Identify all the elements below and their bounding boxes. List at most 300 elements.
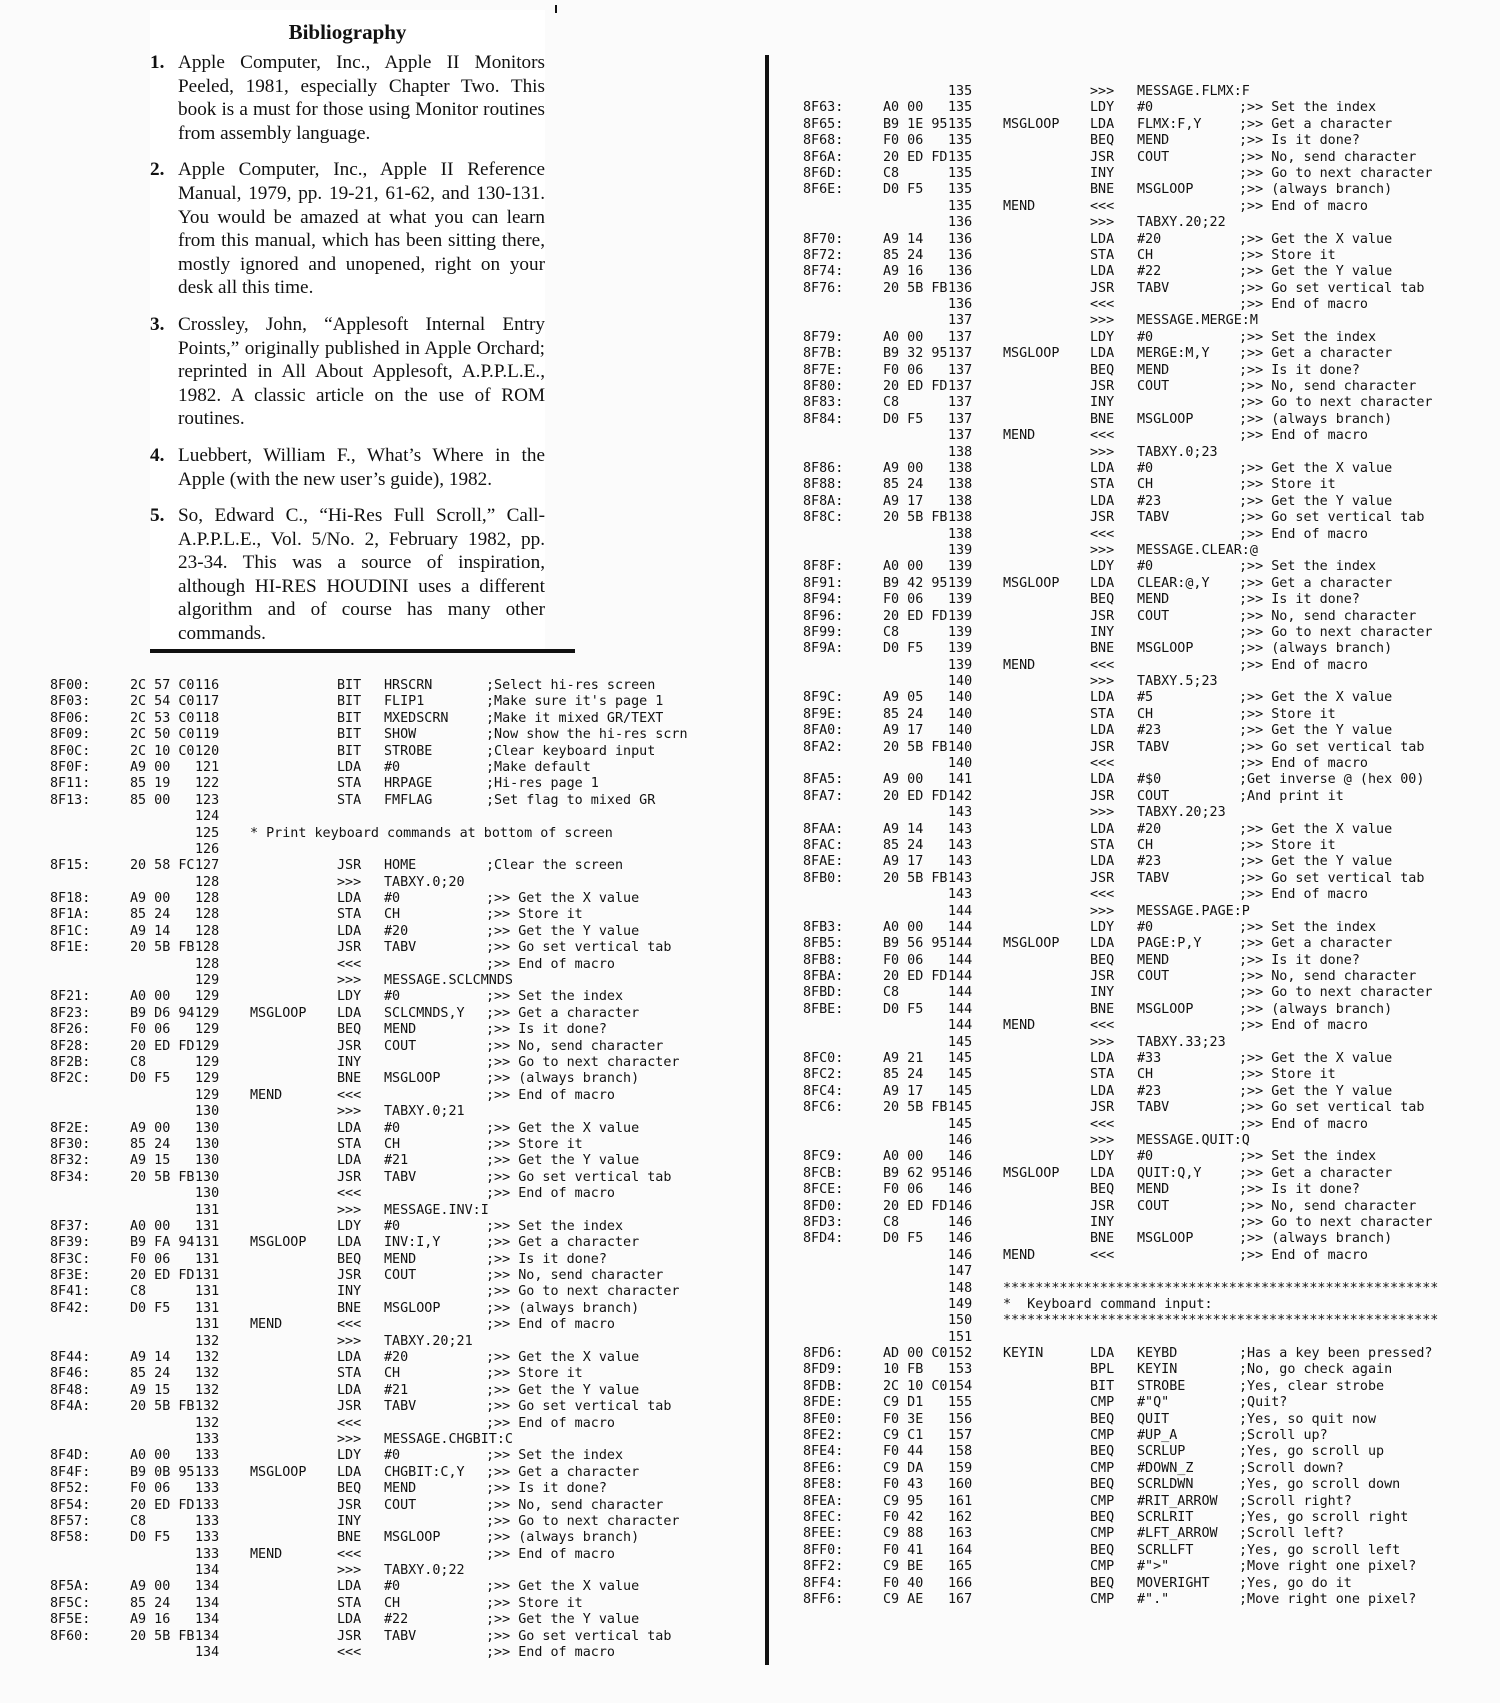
listing-line — [803, 1313, 1493, 1329]
object-bytes: F0 06 — [883, 952, 924, 968]
operand: MSGLOOP — [384, 1071, 441, 1087]
address: 8F13: — [50, 792, 91, 808]
opcode: LDY — [337, 989, 362, 1005]
object-bytes: 20 5B FB — [883, 510, 948, 526]
listing-line — [50, 1137, 750, 1153]
object-bytes: F0 06 — [130, 1251, 171, 1267]
object-bytes: A9 00 — [883, 460, 924, 476]
listing-line — [803, 756, 1493, 772]
listing-line — [50, 1498, 750, 1514]
operand: TABV — [1137, 739, 1170, 755]
line-number: 165 — [948, 1559, 973, 1575]
listing-line — [803, 199, 1493, 215]
label: MEND — [1003, 428, 1036, 444]
object-bytes: F0 06 — [130, 1481, 171, 1497]
object-bytes: 2C 10 C0 — [883, 1378, 948, 1394]
opcode: BIT — [337, 694, 362, 710]
opcode: <<< — [337, 1087, 362, 1103]
operand: TABV — [384, 940, 417, 956]
listing-line — [50, 1366, 750, 1382]
object-bytes: 20 ED FD — [130, 1268, 195, 1284]
listing-line — [50, 1039, 750, 1055]
object-bytes: 85 19 — [130, 776, 171, 792]
comment: ;>> Get the Y value — [486, 1612, 640, 1628]
comment: ;>> Get a character — [1239, 1165, 1393, 1181]
comment: ;>> End of macro — [486, 1317, 615, 1333]
line-number: 123 — [195, 792, 220, 808]
opcode: LDA — [1090, 936, 1115, 952]
opcode: BNE — [337, 1300, 362, 1316]
operand: MSGLOOP — [1137, 182, 1194, 198]
listing-line — [50, 1121, 750, 1137]
line-number: 150 — [948, 1313, 973, 1329]
operand: MSGLOOP — [384, 1300, 441, 1316]
line-number: 159 — [948, 1460, 973, 1476]
listing-line — [50, 1465, 750, 1481]
operand: COUT — [1137, 608, 1170, 624]
address: 8FDB: — [803, 1378, 844, 1394]
opcode: JSR — [337, 1038, 362, 1054]
label: MEND — [1003, 1018, 1036, 1034]
comment: ;>> No, send character — [1239, 379, 1417, 395]
line-number: 153 — [948, 1362, 973, 1378]
line-number: 129 — [195, 1005, 220, 1021]
opcode: JSR — [1090, 788, 1115, 804]
opcode: CMP — [1090, 1460, 1115, 1476]
operand: QUIT — [1137, 1411, 1170, 1427]
operand: MXEDSCRN — [384, 710, 449, 726]
comment: ;>> (always branch) — [1239, 1001, 1393, 1017]
label: MSGLOOP — [250, 1464, 307, 1480]
comment: ;>> Get the X value — [1239, 231, 1393, 247]
listing-line — [803, 871, 1493, 887]
object-bytes: C8 — [130, 1513, 147, 1529]
line-number: 133 — [195, 1431, 220, 1447]
opcode: BEQ — [337, 1022, 362, 1038]
label: MSGLOOP — [1003, 116, 1060, 132]
operand: MEND — [1137, 592, 1170, 608]
line-number: 146 — [948, 1231, 973, 1247]
address: 8F0C: — [50, 743, 91, 759]
comment: ;>> Get a character — [486, 1235, 640, 1251]
address: 8FE0: — [803, 1411, 844, 1427]
comment: ;>> Go to next character — [486, 1284, 680, 1300]
operand: SCRLLFT — [1137, 1542, 1194, 1558]
listing-line — [50, 858, 750, 874]
listing-line — [803, 723, 1493, 739]
listing-line — [803, 166, 1493, 182]
comment: ;>> Get a character — [486, 1464, 640, 1480]
object-bytes: A9 16 — [130, 1612, 171, 1628]
line-number: 134 — [195, 1645, 220, 1661]
listing-line — [803, 822, 1493, 838]
comment: ;Scroll down? — [1239, 1460, 1344, 1476]
opcode: JSR — [337, 1399, 362, 1415]
object-bytes: D0 F5 — [883, 411, 924, 427]
opcode: BIT — [337, 710, 362, 726]
entry-text: Apple Computer, Inc., Apple II Reference Manual, 1979, pp. 19-21, 61-62, and 130-131. You would be amazed at what you can learn from this manual, which has been sitting there, mostly ignored and unopened, right on your desk all this time. — [178, 159, 545, 299]
opcode: BNE — [1090, 641, 1115, 657]
opcode: JSR — [1090, 608, 1115, 624]
listing-line — [803, 1330, 1493, 1346]
object-bytes: A0 00 — [883, 329, 924, 345]
comment: ;>> End of macro — [486, 1546, 615, 1562]
opcode: LDA — [337, 923, 362, 939]
line-number: 135 — [948, 84, 973, 99]
line-number: 131 — [195, 1268, 220, 1284]
object-bytes: A9 17 — [883, 723, 924, 739]
operand: #21 — [384, 1153, 409, 1169]
object-bytes: 2C 54 C0 — [130, 694, 195, 710]
entry-number: 1. — [150, 52, 165, 73]
object-bytes: A9 00 — [130, 1120, 171, 1136]
listing-line — [50, 891, 750, 907]
operand: TABXY.5;23 — [1137, 674, 1218, 690]
listing-line — [803, 641, 1493, 657]
operand: MSGLOOP — [384, 1530, 441, 1546]
listing-line — [803, 150, 1493, 166]
address: 8FA7: — [803, 788, 844, 804]
label: MSGLOOP — [1003, 575, 1060, 591]
comment: ;>> Store it — [486, 1366, 583, 1382]
address: 8FF2: — [803, 1559, 844, 1575]
object-bytes: D0 F5 — [130, 1530, 171, 1546]
opcode: >>> — [337, 874, 362, 890]
line-number: 134 — [195, 1563, 220, 1579]
comment: ;>> End of macro — [1239, 1018, 1368, 1034]
object-bytes: 20 ED FD — [130, 1497, 195, 1513]
operand: MSGLOOP — [1137, 411, 1194, 427]
address: 8FC2: — [803, 1067, 844, 1083]
opcode: LDA — [1090, 1165, 1115, 1181]
object-bytes: A0 00 — [883, 1149, 924, 1165]
line-number: 137 — [948, 395, 973, 411]
object-bytes: 20 5B FB — [130, 940, 195, 956]
opcode: BPL — [1090, 1362, 1115, 1378]
line-number: 134 — [195, 1595, 220, 1611]
object-bytes: 85 24 — [130, 1366, 171, 1382]
object-bytes: B9 1E 95 — [883, 116, 948, 132]
object-bytes: A9 17 — [883, 854, 924, 870]
comment: ;>> Is it done? — [1239, 133, 1360, 149]
line-number: 129 — [195, 989, 220, 1005]
operand: MESSAGE.CLEAR:@ — [1137, 542, 1258, 558]
operand: CH — [1137, 706, 1154, 722]
comment: ;>> Set the index — [486, 1218, 624, 1234]
listing-line — [803, 1166, 1493, 1182]
comment: ;Scroll left? — [1239, 1526, 1344, 1542]
line-number: 133 — [195, 1481, 220, 1497]
comment: ;Make it mixed GR/TEXT — [486, 710, 664, 726]
listing-line — [803, 1297, 1493, 1313]
address: 8F30: — [50, 1136, 91, 1152]
opcode: STA — [1090, 477, 1115, 493]
object-bytes: 20 5B FB — [883, 739, 948, 755]
opcode: BEQ — [337, 1251, 362, 1267]
operand: FMFLAG — [384, 792, 433, 808]
operand: MSGLOOP — [1137, 1001, 1194, 1017]
line-number: 136 — [948, 280, 973, 296]
line-number: 130 — [195, 1153, 220, 1169]
line-number: 116 — [195, 678, 220, 693]
address: 8F83: — [803, 395, 844, 411]
opcode: LDY — [1090, 329, 1115, 345]
address: 8F1E: — [50, 940, 91, 956]
line-number: 154 — [948, 1378, 973, 1394]
comment: ;>> Go set vertical tab — [486, 940, 672, 956]
line-number: 158 — [948, 1444, 973, 1460]
line-number: 137 — [948, 428, 973, 444]
object-bytes: 20 5B FB — [883, 280, 948, 296]
line-number: 129 — [195, 1022, 220, 1038]
opcode: LDA — [1090, 821, 1115, 837]
listing-line — [803, 805, 1493, 821]
operand: CH — [384, 1136, 401, 1152]
line-number: 146 — [948, 1182, 973, 1198]
listing-line — [50, 1055, 750, 1071]
line-number: 146 — [948, 1149, 973, 1165]
object-bytes: 85 24 — [130, 907, 171, 923]
opcode: >>> — [1090, 313, 1115, 329]
listing-line — [803, 510, 1493, 526]
line-number: 161 — [948, 1493, 973, 1509]
opcode: >>> — [337, 1431, 362, 1447]
operand: STROBE — [1137, 1378, 1186, 1394]
opcode: LDY — [1090, 100, 1115, 116]
listing-line — [50, 907, 750, 923]
line-number: 144 — [948, 1018, 973, 1034]
line-number: 128 — [195, 923, 220, 939]
address: 8F86: — [803, 460, 844, 476]
object-bytes: 20 ED FD — [883, 788, 948, 804]
operand: TABXY.0;21 — [384, 1104, 465, 1120]
line-number: 138 — [948, 526, 973, 542]
object-bytes: C8 — [883, 985, 900, 1001]
comment: ;>> Set the index — [486, 989, 624, 1005]
listing-line — [803, 379, 1493, 395]
opcode: LDA — [337, 1005, 362, 1021]
operand: #0 — [1137, 460, 1154, 476]
opcode: JSR — [1090, 149, 1115, 165]
address: 8F6E: — [803, 182, 844, 198]
object-bytes: D0 F5 — [883, 641, 924, 657]
line-number: 120 — [195, 743, 220, 759]
opcode: JSR — [1090, 739, 1115, 755]
operand: MESSAGE.QUIT:Q — [1137, 1133, 1250, 1148]
listing-line — [803, 1412, 1493, 1428]
comment: ;>> Is it done? — [486, 1022, 607, 1038]
listing-line — [803, 1182, 1493, 1198]
line-number: 139 — [948, 559, 973, 575]
operand: HOME — [384, 858, 417, 874]
line-number: 126 — [195, 841, 220, 857]
comment: ;>> (always branch) — [486, 1530, 640, 1546]
opcode: BEQ — [1090, 1411, 1115, 1427]
listing-line — [50, 809, 750, 825]
listing-line — [803, 84, 1493, 100]
opcode: <<< — [337, 1186, 362, 1202]
comment: ;>> Get a character — [1239, 575, 1393, 591]
bibliography-list — [150, 51, 545, 646]
line-number: 146 — [948, 1133, 973, 1148]
opcode: INY — [1090, 165, 1115, 181]
object-bytes: D0 F5 — [130, 1300, 171, 1316]
listing-line — [803, 1477, 1493, 1493]
object-bytes: 20 ED FD — [883, 149, 948, 165]
comment: ;>> (always branch) — [1239, 1231, 1393, 1247]
line-number: 135 — [948, 100, 973, 116]
operand: MESSAGE.FLMX:F — [1137, 84, 1250, 99]
line-number: 134 — [195, 1628, 220, 1644]
listing-line — [803, 920, 1493, 936]
line-number: 139 — [948, 542, 973, 558]
object-bytes: A9 14 — [130, 923, 171, 939]
comment: ;>> Go to next character — [1239, 985, 1433, 1001]
comment: ;>> Store it — [486, 1595, 583, 1611]
comment: ;Quit? — [1239, 1395, 1288, 1411]
listing-line — [50, 1481, 750, 1497]
line-number: 133 — [195, 1497, 220, 1513]
opcode: LDA — [337, 1382, 362, 1398]
object-bytes: A9 14 — [130, 1350, 171, 1366]
address: 8FA2: — [803, 739, 844, 755]
opcode: STA — [337, 792, 362, 808]
line-number: 130 — [195, 1120, 220, 1136]
listing-line — [803, 1461, 1493, 1477]
opcode: INY — [337, 1284, 362, 1300]
comment: ;Clear keyboard input — [486, 743, 656, 759]
object-bytes: C9 DA — [883, 1460, 924, 1476]
line-number: 145 — [948, 1051, 973, 1067]
line-number: 137 — [948, 329, 973, 345]
listing-line — [50, 1629, 750, 1645]
line-number: 136 — [948, 231, 973, 247]
opcode: BEQ — [1090, 362, 1115, 378]
object-bytes: 85 00 — [130, 792, 171, 808]
listing-line — [50, 1203, 750, 1219]
line-number: 118 — [195, 710, 220, 726]
comment: ;>> Go to next character — [1239, 165, 1433, 181]
opcode: >>> — [337, 1563, 362, 1579]
line-number: 160 — [948, 1477, 973, 1493]
address: 8F09: — [50, 727, 91, 743]
operand: MEND — [384, 1251, 417, 1267]
operand: #0 — [1137, 100, 1154, 116]
opcode: BEQ — [1090, 1509, 1115, 1525]
comment: ;>> End of macro — [1239, 1116, 1368, 1132]
comment: ;>> (always branch) — [1239, 411, 1393, 427]
listing-line — [803, 330, 1493, 346]
opcode: BIT — [337, 727, 362, 743]
address: 8FE8: — [803, 1477, 844, 1493]
object-bytes: A0 00 — [130, 989, 171, 1005]
listing-line — [803, 1149, 1493, 1165]
listing-line — [803, 1018, 1493, 1034]
address: 8F2E: — [50, 1120, 91, 1136]
operand: INV:I,Y — [384, 1235, 441, 1251]
listing-line — [803, 789, 1493, 805]
address: 8F11: — [50, 776, 91, 792]
opcode: LDA — [337, 1153, 362, 1169]
object-bytes: A9 15 — [130, 1153, 171, 1169]
operand: SCRLDWN — [1137, 1477, 1194, 1493]
top-tick-mark — [555, 5, 557, 13]
operand: MESSAGE.CHGBIT:C — [384, 1431, 513, 1447]
operand: COUT — [1137, 1198, 1170, 1214]
bibliography-entry — [150, 158, 545, 300]
operand: MEND — [384, 1022, 417, 1038]
object-bytes: 2C 53 C0 — [130, 710, 195, 726]
line-number: 145 — [948, 1083, 973, 1099]
opcode: LDA — [1090, 1083, 1115, 1099]
operand: #0 — [1137, 919, 1154, 935]
label: * Keyboard command input: — [1003, 1296, 1213, 1312]
comment: ;Has a key been pressed? — [1239, 1346, 1433, 1362]
address: 8F91: — [803, 575, 844, 591]
opcode: INY — [1090, 985, 1115, 1001]
comment: ;>> End of macro — [486, 1186, 615, 1202]
opcode: BNE — [1090, 182, 1115, 198]
object-bytes: 20 5B FB — [130, 1169, 195, 1185]
line-number: 145 — [948, 1100, 973, 1116]
comment: ;>> Go set vertical tab — [1239, 1100, 1425, 1116]
listing-line — [50, 1334, 750, 1350]
address: 8FF6: — [803, 1591, 844, 1607]
operand: SCRLRIT — [1137, 1509, 1194, 1525]
operand: TABXY.20;23 — [1137, 805, 1226, 821]
operand: #0 — [384, 891, 401, 907]
comment: ;Move right one pixel? — [1239, 1559, 1417, 1575]
object-bytes: B9 D6 94 — [130, 1005, 195, 1021]
line-number: 137 — [948, 362, 973, 378]
listing-line — [50, 924, 750, 940]
opcode: <<< — [337, 1317, 362, 1333]
address: 8FAC: — [803, 837, 844, 853]
operand: #0 — [384, 989, 401, 1005]
opcode: <<< — [1090, 1018, 1115, 1034]
opcode: CMP — [1090, 1493, 1115, 1509]
entry-text: Luebbert, William F., What’s Where in the Apple (with the new user’s guide), 1982. — [178, 444, 545, 490]
line-number: 136 — [948, 215, 973, 231]
listing-line — [50, 1006, 750, 1022]
line-number: 124 — [195, 809, 220, 825]
opcode: <<< — [1090, 526, 1115, 542]
address: 8FAE: — [803, 854, 844, 870]
entry-number: 2. — [150, 159, 165, 181]
operand: STROBE — [384, 743, 433, 759]
address: 8FC0: — [803, 1051, 844, 1067]
comment: ;>> End of macro — [1239, 526, 1368, 542]
bibliography-entry — [150, 313, 545, 431]
comment: ;>> No, send character — [1239, 1198, 1417, 1214]
comment: ;>> End of macro — [486, 1087, 615, 1103]
listing-line — [50, 1645, 750, 1661]
listing-line — [803, 658, 1493, 674]
line-number: 119 — [195, 727, 220, 743]
object-bytes: C8 — [130, 1054, 147, 1070]
operand: COUT — [384, 1268, 417, 1284]
comment: ;>> Get the X value — [1239, 690, 1393, 706]
opcode: LDY — [1090, 559, 1115, 575]
address: 8FDE: — [803, 1395, 844, 1411]
bibliography-bottom-rule — [150, 649, 575, 653]
opcode: INY — [337, 1054, 362, 1070]
opcode: JSR — [1090, 870, 1115, 886]
operand: MESSAGE.SCLCMNDS — [384, 973, 513, 989]
line-number: 131 — [195, 1218, 220, 1234]
object-bytes: A9 16 — [883, 264, 924, 280]
object-bytes: C9 95 — [883, 1493, 924, 1509]
